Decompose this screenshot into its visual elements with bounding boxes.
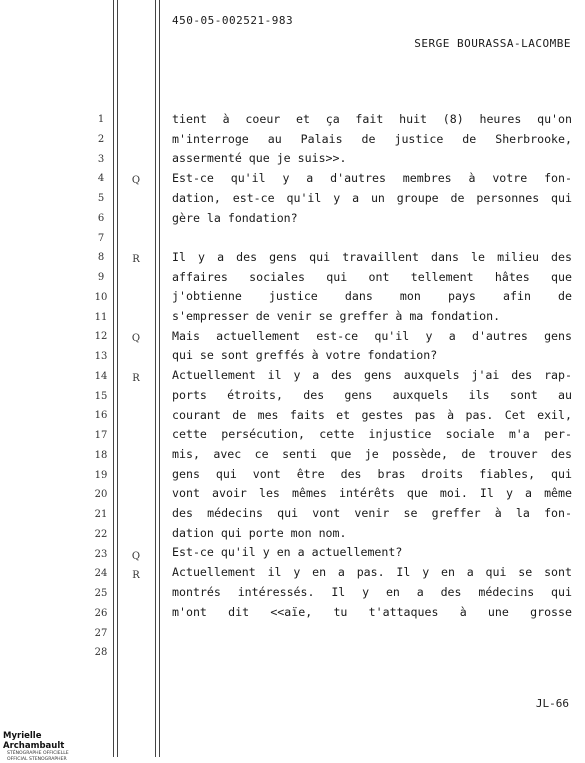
line-number: 28 xyxy=(94,647,108,659)
transcript-line: cette persécution, cette injustice sociale m'a per- xyxy=(172,427,572,442)
transcript-line: affaires sociales qui ont tellement hâtes que xyxy=(172,269,572,284)
speaker-marker: Q xyxy=(131,175,141,187)
line-number: 15 xyxy=(94,390,108,402)
case-number: 450-05-002521-983 xyxy=(172,14,294,27)
transcript-line: Mais actuellement est-ce qu'il y a d'autres gens xyxy=(172,328,572,343)
line-number: 1 xyxy=(97,114,105,125)
line-number: 2 xyxy=(97,133,105,145)
transcript-line: Est-ce qu'il y a d'autres membres à votre fon- xyxy=(172,171,572,186)
line-number: 26 xyxy=(94,607,108,619)
page-reference: JL-66 xyxy=(535,697,569,710)
line-number: 20 xyxy=(94,489,108,501)
line-number: 18 xyxy=(94,449,108,461)
line-number: 22 xyxy=(94,528,108,540)
transcript-line: Actuellement il y a des gens auxquels j'ai des rap- xyxy=(172,368,572,383)
line-number: 4 xyxy=(97,173,105,185)
transcript-line: s'empresser de venir se greffer à ma fondation. xyxy=(172,309,501,323)
transcript-line: Actuellement il y en a pas. Il y en a qui se sont xyxy=(172,565,572,580)
transcript-line: dation, est-ce qu'il y a un groupe de personnes qui xyxy=(172,190,572,205)
line-number: 24 xyxy=(94,568,108,580)
speaker-marker: R xyxy=(132,570,140,582)
line-number: 3 xyxy=(97,153,105,165)
line-number: 16 xyxy=(94,410,108,422)
line-number: 7 xyxy=(97,232,105,244)
transcript-line: vont avoir les mêmes intérêts que moi. Il y a même xyxy=(172,486,572,501)
speaker-marker: Q xyxy=(131,550,141,562)
margin-rule-left-double xyxy=(117,0,118,757)
stenographer-stamp xyxy=(3,731,93,763)
stenographer-title-en: OFFICIAL STENOGRAPHER xyxy=(7,757,67,762)
transcript-line: assermenté que je suis>>. xyxy=(172,151,347,166)
margin-rule-right xyxy=(155,0,156,757)
line-number: 9 xyxy=(97,272,105,283)
line-number: 23 xyxy=(94,548,108,560)
margin-rule-right-double xyxy=(159,0,160,757)
line-number: 12 xyxy=(94,331,108,343)
transcript-line: gens qui vont être des bras droits fiables, qui xyxy=(172,466,572,481)
transcript-line: m'interroge au Palais de justice de Sherbrooke, xyxy=(172,131,572,146)
transcript-line: qui se sont greffés à votre fondation? xyxy=(172,348,438,363)
line-number: 5 xyxy=(97,193,105,204)
transcript-line: des médecins qui vont venir se greffer à la fon- xyxy=(172,506,572,520)
transcript-line: m'ont dit <<aïe, tu t'attaques à une grosse xyxy=(172,604,572,619)
line-number: 11 xyxy=(94,311,108,323)
transcript-line: tient à coeur et ça fait huit (8) heures qu'on xyxy=(172,112,572,126)
speaker-marker: R xyxy=(132,372,140,384)
transcript-line: gère la fondation? xyxy=(172,210,298,225)
transcript-line: Il y a des gens qui travaillent dans le milieu des xyxy=(172,249,572,264)
line-number: 19 xyxy=(94,469,108,481)
line-number: 27 xyxy=(94,627,108,639)
transcript-line: mis, avec ce senti que je possède, de trouver des xyxy=(172,446,572,461)
transcript-line: dation qui porte mon nom. xyxy=(172,525,347,540)
speaker-marker: R xyxy=(132,254,140,266)
line-number: 13 xyxy=(94,351,108,362)
line-number: 6 xyxy=(97,212,105,224)
line-number: 21 xyxy=(94,509,108,520)
line-number: 8 xyxy=(97,252,105,264)
transcript-line: Est-ce qu'il y en a actuellement? xyxy=(172,545,403,560)
transcript-line: j'obtienne justice dans mon pays afin de xyxy=(172,289,572,304)
speaker-marker: Q xyxy=(131,333,141,345)
transcript-line: montrés intéressés. Il y en a des médecins qui xyxy=(172,584,572,599)
stenographer-title-fr: STÉNOGRAPHE OFFICIELLE xyxy=(7,751,69,756)
witness-name: SERGE BOURASSA-LACOMBE xyxy=(414,37,571,50)
line-number: 14 xyxy=(94,370,108,382)
stenographer-name: Myrielle Archambault xyxy=(3,731,65,751)
transcript-line: ports étroits, des gens auxquels ils sont au xyxy=(172,387,572,402)
line-number: 25 xyxy=(94,588,108,599)
line-number: 17 xyxy=(94,430,108,441)
line-number: 10 xyxy=(94,291,108,303)
transcript-line: courant de mes faits et gestes pas à pas. Cet exil, xyxy=(172,407,572,422)
